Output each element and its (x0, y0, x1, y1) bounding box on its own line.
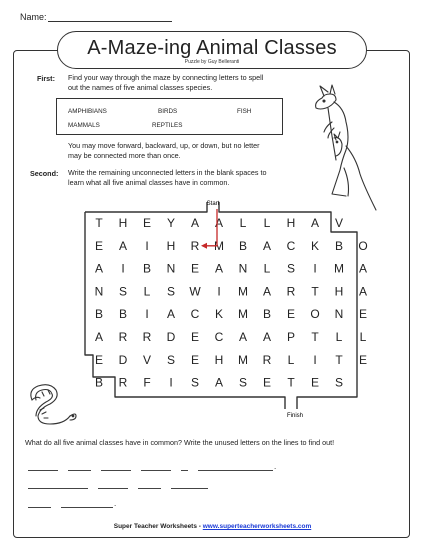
first-instructions: Find your way through the maze by connecting letters to spell out the names of five animal classes species. (68, 73, 264, 92)
maze-letter[interactable]: M (214, 238, 224, 253)
maze-letter[interactable]: S (166, 352, 176, 367)
maze-letter[interactable]: T (311, 330, 319, 344)
maze-letter[interactable]: A (262, 330, 272, 344)
maze-letter[interactable]: T (311, 284, 319, 299)
maze-letter[interactable]: B (238, 238, 248, 253)
answer-punctuation: . (114, 499, 117, 508)
maze-letter[interactable]: L (263, 261, 271, 276)
maze-letter[interactable]: S (118, 284, 128, 299)
maze-letter[interactable]: A (214, 375, 224, 390)
maze-letter[interactable]: A (238, 330, 248, 344)
maze-letter[interactable]: S (286, 261, 296, 276)
maze-letter[interactable]: M (238, 307, 248, 322)
maze-letter[interactable]: C (286, 238, 296, 253)
answer-punctuation: . (274, 462, 277, 471)
footer-url[interactable]: www.superteacherworksheets.com (202, 523, 312, 530)
maze-letter[interactable]: E (358, 352, 368, 367)
second-instructions: Write the remaining unconnected letters in the blank spaces to learn what all five animal classes have in common. (68, 168, 267, 187)
maze-letter[interactable]: V (142, 352, 152, 367)
maze-letter[interactable]: N (166, 261, 176, 276)
maze-letter[interactable]: C (190, 307, 200, 322)
answer-blank[interactable] (61, 499, 117, 508)
maze-letter[interactable]: R (190, 238, 200, 253)
maze-letter[interactable]: O (310, 307, 320, 322)
path-arrow (201, 243, 207, 249)
maze-letter[interactable]: D (118, 352, 128, 367)
maze-letter[interactable]: H (118, 216, 128, 230)
maze-wall (85, 212, 285, 409)
maze-letter[interactable]: N (94, 284, 104, 299)
maze-letter[interactable]: M (334, 261, 344, 276)
species-item: REPTILES (152, 122, 183, 129)
maze-letter[interactable]: R (142, 330, 152, 344)
answer-blank[interactable] (28, 499, 51, 508)
snake-icon (26, 378, 78, 428)
maze-letter[interactable]: H (334, 284, 344, 299)
maze-letter[interactable]: Y (166, 216, 176, 230)
maze-grid (75, 197, 368, 422)
maze-letter[interactable]: T (287, 375, 295, 390)
maze-letter[interactable]: H (214, 352, 224, 367)
maze-letter[interactable]: D (166, 330, 176, 344)
maze-letter[interactable]: L (263, 216, 271, 230)
maze-letter[interactable]: C (214, 330, 224, 344)
maze-letter[interactable]: A (358, 284, 368, 299)
maze-letter[interactable]: A (166, 307, 176, 322)
maze-letter[interactable]: V (334, 216, 344, 230)
final-question: What do all five animal classes have in common? Write the unused letters on the lines to find out! (25, 438, 335, 447)
maze-letter[interactable]: R (262, 352, 272, 367)
title-box (57, 31, 367, 69)
maze-letter[interactable]: E (310, 375, 320, 390)
maze-letter[interactable]: T (95, 216, 103, 230)
maze-letter[interactable]: B (94, 375, 104, 390)
puzzle-credit: Puzzle by Guy Belleranti (184, 59, 240, 65)
maze-letter[interactable]: B (262, 307, 272, 322)
maze-letter[interactable]: L (287, 352, 295, 367)
maze-letter[interactable]: S (166, 284, 176, 299)
name-line[interactable] (48, 21, 172, 22)
worksheet-title: A-Maze-ing Animal Classes (87, 37, 337, 59)
maze-letter[interactable]: E (142, 216, 152, 230)
answer-blank[interactable] (28, 462, 58, 471)
maze-letter[interactable]: I (313, 261, 317, 276)
species-item: BIRDS (158, 108, 178, 115)
maze-letter[interactable]: N (334, 307, 344, 322)
maze-letter[interactable]: E (190, 352, 200, 367)
species-box (56, 98, 283, 135)
maze-letter[interactable]: A (214, 216, 224, 230)
maze-letter[interactable]: F (143, 375, 151, 390)
maze-letter[interactable]: B (94, 307, 104, 322)
answer-blank[interactable] (28, 480, 88, 489)
answer-blank[interactable] (68, 462, 91, 471)
maze-letter[interactable]: E (190, 261, 200, 276)
maze-letter[interactable]: A (190, 216, 200, 230)
first-label: First: (37, 74, 55, 83)
maze-letter[interactable]: E (94, 352, 104, 367)
maze-letter[interactable]: A (310, 216, 320, 230)
answer-blank[interactable] (138, 480, 161, 489)
maze-letter[interactable]: O (358, 238, 368, 253)
second-label: Second: (30, 169, 59, 178)
maze-letter[interactable]: M (238, 352, 248, 367)
maze-letter[interactable]: S (238, 375, 248, 390)
answer-blank[interactable] (181, 462, 189, 471)
maze-letter[interactable]: M (238, 284, 248, 299)
answer-blank[interactable] (171, 480, 209, 489)
answer-blank[interactable] (98, 480, 128, 489)
maze-letter[interactable]: R (286, 284, 296, 299)
maze-letter[interactable]: I (169, 375, 173, 390)
maze-letter[interactable]: K (310, 238, 320, 253)
maze-letter[interactable]: A (214, 261, 224, 276)
maze-letter[interactable]: A (262, 238, 272, 253)
maze-letter[interactable]: L (335, 330, 343, 344)
answer-blank[interactable] (141, 462, 171, 471)
maze-letter[interactable]: E (286, 307, 296, 322)
maze-letter[interactable]: T (335, 352, 343, 367)
answer-blank[interactable] (101, 462, 131, 471)
maze-letter[interactable]: L (239, 216, 247, 230)
maze-letter[interactable]: W (189, 284, 201, 299)
maze-letter[interactable]: S (334, 375, 344, 390)
maze-letter[interactable]: E (94, 238, 104, 253)
maze-letter[interactable]: H (166, 238, 176, 253)
maze-letter[interactable]: B (334, 238, 344, 253)
maze-letter[interactable]: I (313, 352, 317, 367)
maze-letter[interactable]: I (145, 307, 149, 322)
maze-letter[interactable]: E (358, 307, 368, 322)
footer-brand: Super Teacher Worksheets (113, 523, 197, 530)
maze-wall (85, 202, 207, 212)
maze-letter[interactable]: A (118, 238, 128, 253)
footer (0, 523, 425, 530)
finish-label: Finish (286, 413, 304, 419)
maze-letter[interactable]: R (118, 375, 128, 390)
species-item: MAMMALS (68, 122, 100, 129)
footer-separator: - (196, 523, 203, 530)
maze-letter[interactable]: H (286, 216, 296, 230)
maze-letter[interactable]: I (121, 261, 125, 276)
maze-letter[interactable]: A (358, 261, 368, 276)
species-item: FISH (237, 108, 252, 115)
answer-line (28, 480, 208, 489)
letter-maze (75, 197, 368, 422)
maze-letter[interactable]: P (286, 330, 296, 344)
maze-letter[interactable]: B (142, 261, 152, 276)
species-item: AMPHIBIANS (68, 108, 107, 115)
movement-note: You may move forward, backward, up, or down, but no letter may be connected more than once. (68, 141, 260, 160)
answer-line (28, 499, 116, 508)
maze-letter[interactable]: L (359, 330, 367, 344)
maze-letter[interactable]: N (238, 261, 248, 276)
name-label: Name: (20, 12, 47, 22)
maze-letter[interactable]: B (118, 307, 128, 322)
maze-letter[interactable]: I (145, 238, 149, 253)
maze-letter[interactable]: I (217, 284, 221, 299)
maze-letter[interactable]: S (190, 375, 200, 390)
maze-letter[interactable]: K (214, 307, 224, 322)
maze-letter[interactable]: A (94, 330, 104, 344)
answer-line (28, 462, 276, 471)
start-label: Start (206, 201, 220, 207)
maze-letter[interactable]: A (94, 261, 104, 276)
maze-letter[interactable]: A (262, 284, 272, 299)
maze-letter[interactable]: E (262, 375, 272, 390)
maze-letter[interactable]: E (190, 330, 200, 344)
answer-blank[interactable] (198, 462, 273, 471)
maze-letter[interactable]: L (143, 284, 151, 299)
maze-letter[interactable]: R (118, 330, 128, 344)
